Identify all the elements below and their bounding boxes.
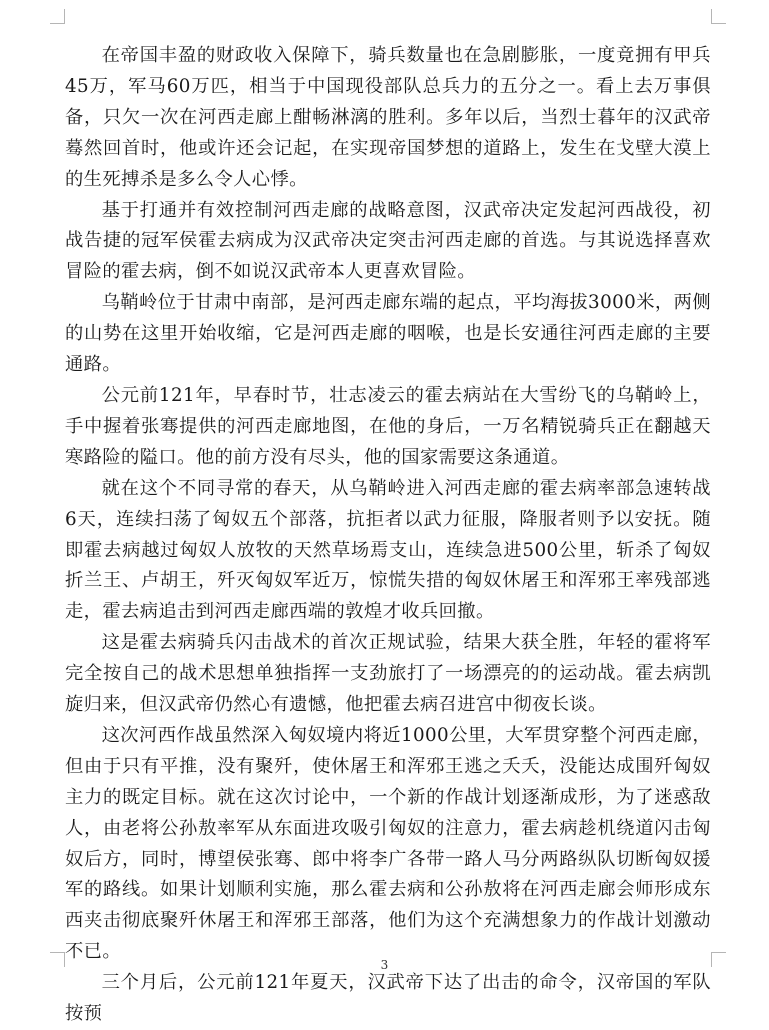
crop-mark-top-right — [711, 9, 726, 24]
paragraph-1: 在帝国丰盈的财政收入保障下，骑兵数量也在急剧膨胀，一度竟拥有甲兵45万，军马60万匹，相当于中国现役部队总兵力的五分之一。看上去万事俱备，只欠一次在河西走廊上酣畅淋漓的胜利。多年以后，当烈士暮年的汉武帝蓦然回首时，他或许还会记起，在实现帝国梦想的道路上，发生在戈壁大漠上的生死搏杀是多么令人心悸。 — [65, 45, 711, 190]
document-body — [65, 41, 711, 1030]
crop-mark-top-left — [50, 9, 65, 24]
page-number: 3 — [380, 958, 389, 972]
paragraph-4: 公元前121年，早春时节，壮志凌云的霍去病站在大雪纷飞的乌鞘岭上，手中握着张骞提供的河西走廊地图，在他的身后，一万名精锐骑兵正在翻越天寒路险的隘口。他的前方没有尽头，他的国家需要这条通道。 — [65, 384, 711, 468]
paragraph-2: 基于打通并有效控制河西走廊的战略意图，汉武帝决定发起河西战役，初战告捷的冠军侯霍去病成为汉武帝决定突击河西走廊的首选。与其说选择喜欢冒险的霍去病，倒不如说汉武帝本人更喜欢冒险。 — [65, 199, 711, 283]
paragraph-3: 乌鞘岭位于甘肃中南部，是河西走廊东端的起点，平均海拔3000米，两侧的山势在这里开始收缩，它是河西走廊的咽喉，也是长安通往河西走廊的主要通路。 — [65, 292, 711, 376]
paragraph-6: 这是霍去病骑兵闪击战术的首次正规试验，结果大获全胜，年轻的霍将军完全按自己的战术思想单独指挥一支劲旅打了一场漂亮的的运动战。霍去病凯旋归来，但汉武帝仍然心有遗憾，他把霍去病召进宫中彻夜长谈。 — [65, 632, 711, 716]
paragraph-8: 三个月后，公元前121年夏天，汉武帝下达了出击的命令，汉帝国的军队按预 — [65, 972, 711, 1025]
paragraph-7: 这次河西作战虽然深入匈奴境内将近1000公里，大军贯穿整个河西走廊，但由于只有平推，没有聚歼，使休屠王和浑邪王逃之夭夭，没能达成围歼匈奴主力的既定目标。就在这次讨论中，一个新的作战计划逐渐成形，为了迷惑敌人，由老将公孙敖率军从东面进攻吸引匈奴的注意力，霍去病趁机绕道闪击匈奴后方，同时，博望侯张骞、郎中将李广各带一路人马分两路纵队切断匈奴援军的路线。如果计划顺利实施，那么霍去病和公孙敖将在河西走廊会师形成东西夹击彻底聚歼休屠王和浑邪王部落，他们为这个充满想象力的作战计划激动不已。 — [65, 724, 711, 963]
paragraph-5: 就在这个不同寻常的春天，从乌鞘岭进入河西走廊的霍去病率部急速转战6天，连续扫荡了匈奴五个部落，抗拒者以武力征服，降服者则予以安抚。随即霍去病越过匈奴人放牧的天然草场焉支山，连续急进500公里，斩杀了匈奴折兰王、卢胡王，歼灭匈奴军近万，惊慌失措的匈奴休屠王和浑邪王率残部逃走，霍去病追击到河西走廊西端的敦煌才收兵回撤。 — [65, 477, 711, 623]
